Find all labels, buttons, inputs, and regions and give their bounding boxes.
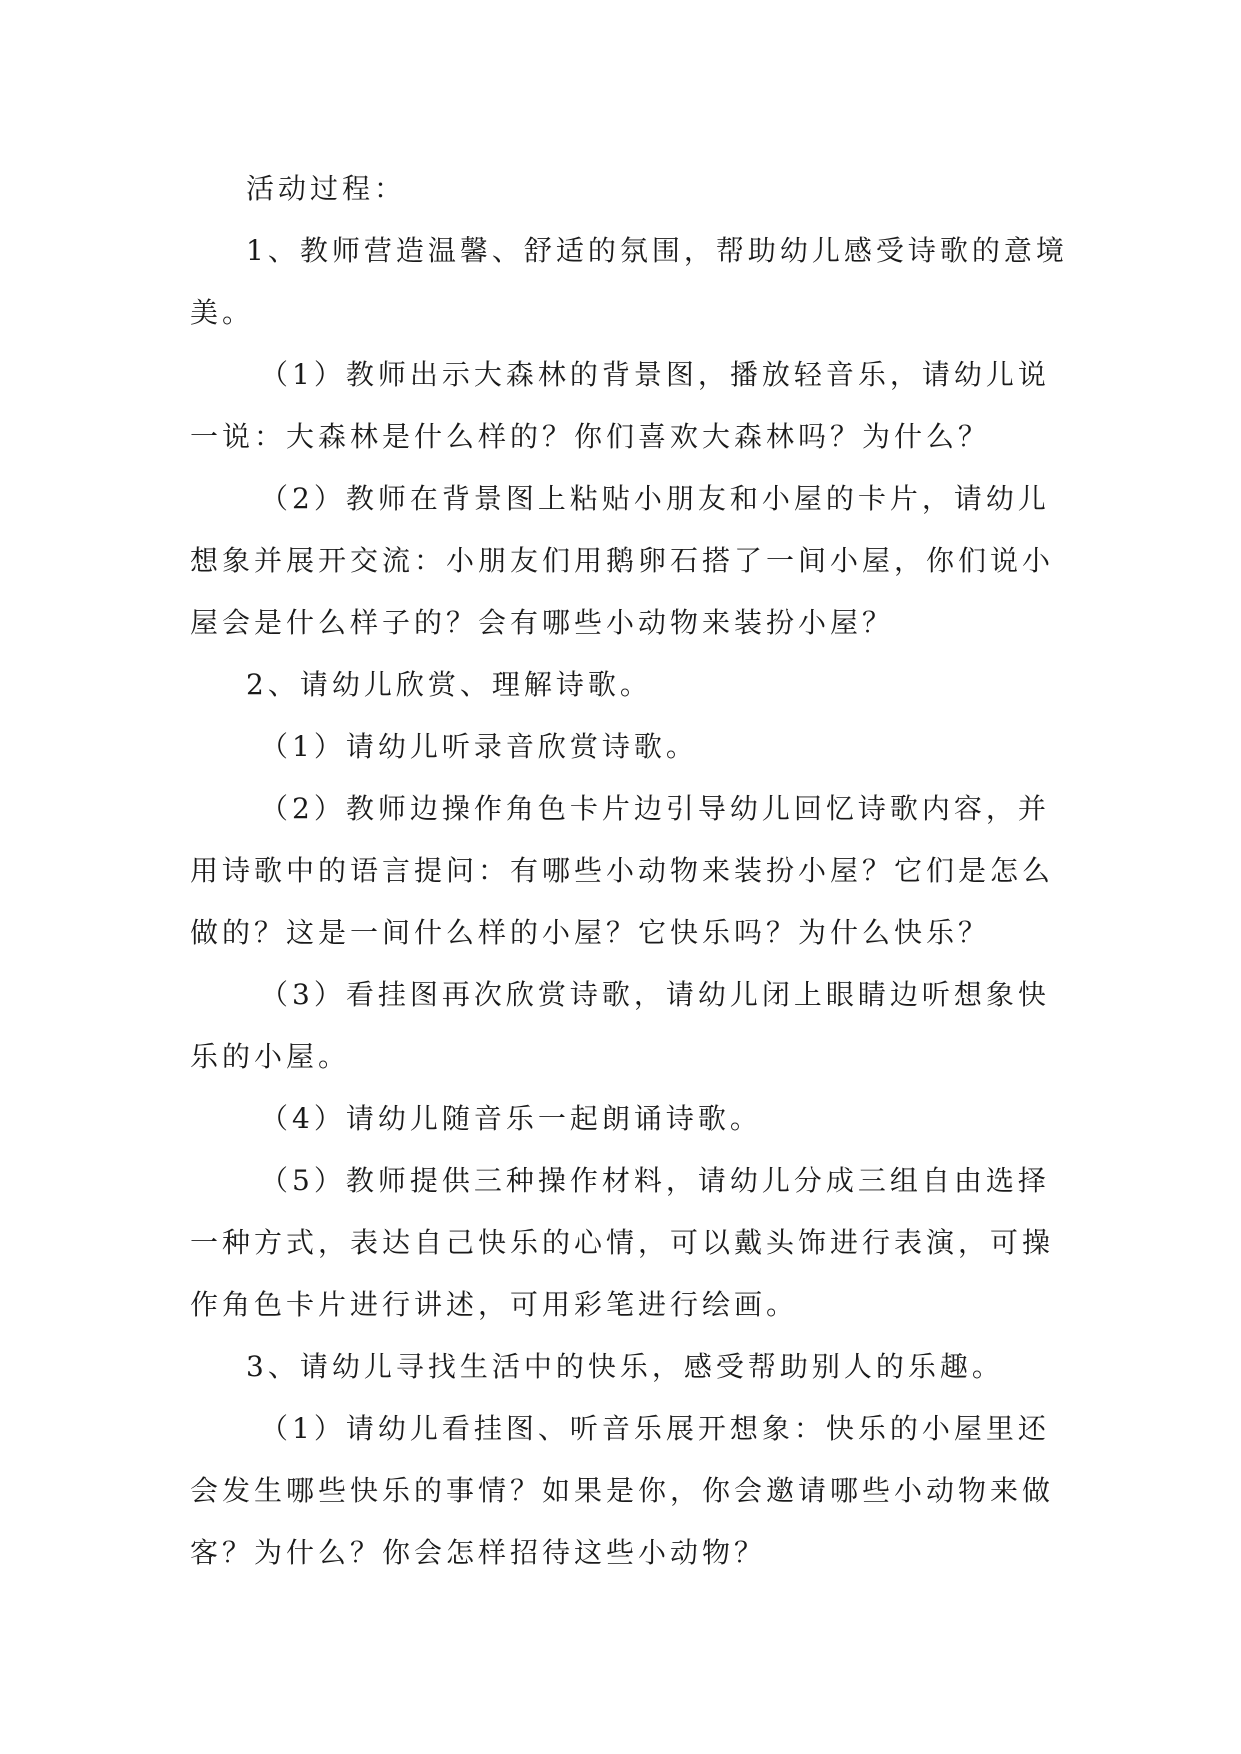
paragraph-step-3: 3、请幼儿寻找生活中的快乐，感受帮助别人的乐趣。 [246,1350,1004,1383]
paragraph-step-2-2: （2）教师边操作角色卡片边引导幼儿回忆诗歌内容，并用诗歌中的语言提问：有哪些小动物来装扮小屋？它们是怎么做的？这是一间什么样的小屋？它快乐吗？为什么快乐？ [190,792,1055,949]
paragraph-step-2-3: （3）看挂图再次欣赏诗歌，请幼儿闭上眼睛边听想象快乐的小屋。 [190,978,1050,1073]
document-body [190,158,1070,1584]
paragraph-step-1-2: （2）教师在背景图上粘贴小朋友和小屋的卡片，请幼儿想象并展开交流：小朋友们用鹅卵石搭了一间小屋，你们说小屋会是什么样子的？会有哪些小动物来装扮小屋？ [190,482,1055,639]
paragraph-step-3-1: （1）请幼儿看挂图、听音乐展开想象：快乐的小屋里还会发生哪些快乐的事情？如果是你，你会邀请哪些小动物来做客？为什么？你会怎样招待这些小动物？ [190,1412,1055,1569]
paragraph-step-2-4: （4）请幼儿随音乐一起朗诵诗歌。 [260,1102,762,1135]
paragraph-step-1: 1、教师营造温馨、舒适的氛围，帮助幼儿感受诗歌的意境美。 [190,234,1068,329]
paragraph-heading: 活动过程： [246,172,407,205]
paragraph-step-2: 2、请幼儿欣赏、理解诗歌。 [246,668,652,701]
paragraph-step-2-1: （1）请幼儿听录音欣赏诗歌。 [260,730,698,763]
paragraph-step-2-5: （5）教师提供三种操作材料，请幼儿分成三组自由选择一种方式，表达自己快乐的心情，可以戴头饰进行表演，可操作角色卡片进行讲述，可用彩笔进行绘画。 [190,1164,1055,1321]
paragraph-step-1-1: （1）教师出示大森林的背景图，播放轻音乐，请幼儿说一说：大森林是什么样的？你们喜欢大森林吗？为什么？ [190,358,1050,453]
